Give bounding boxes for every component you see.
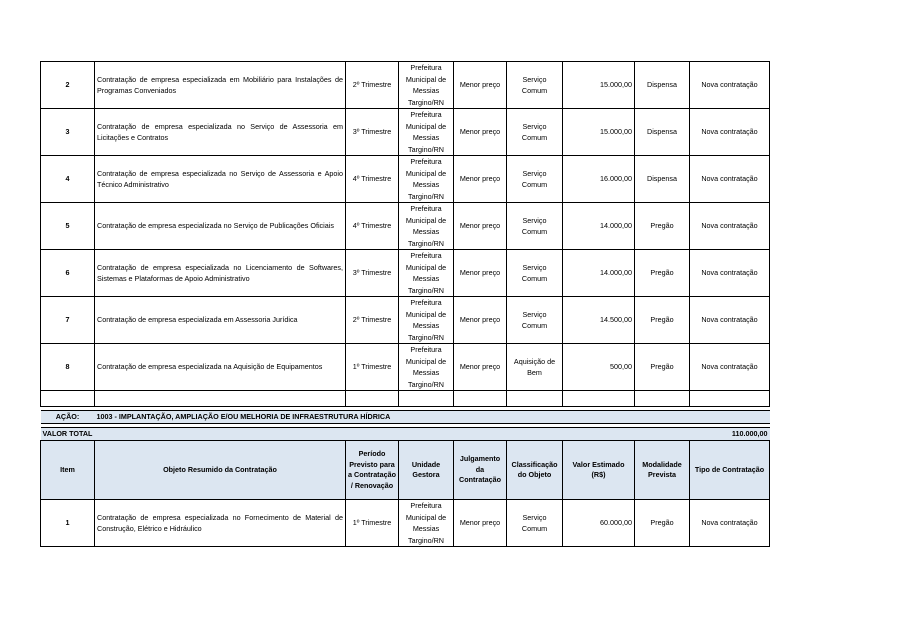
row-tipo: Nova contratação — [690, 62, 770, 109]
table-header-row — [41, 441, 770, 500]
row-tipo: Nova contratação — [690, 203, 770, 250]
valor-total-label: VALOR TOTAL — [41, 428, 507, 441]
row-unidade: Prefeitura Municipal de Messias Targino/RN — [399, 109, 454, 156]
header-objeto: Objeto Resumido da Contratação — [95, 441, 346, 500]
table-row — [41, 156, 770, 203]
row-julgamento: Menor preço — [454, 62, 507, 109]
header-unidade: Unidade Gestora — [399, 441, 454, 500]
row-julgamento: Menor preço — [454, 500, 507, 547]
row-item: 3 — [41, 109, 95, 156]
table-row — [41, 500, 770, 547]
row-julgamento: Menor preço — [454, 250, 507, 297]
row-unidade: Prefeitura Municipal de Messias Targino/RN — [399, 500, 454, 547]
row-periodo: 1º Trimestre — [346, 500, 399, 547]
row-item: 2 — [41, 62, 95, 109]
row-valor: 14.000,00 — [563, 203, 635, 250]
row-modalidade: Pregão — [635, 500, 690, 547]
row-valor: 500,00 — [563, 344, 635, 391]
contract-rows-section-1 — [41, 62, 770, 391]
row-unidade: Prefeitura Municipal de Messias Targino/RN — [399, 203, 454, 250]
empty-row — [41, 391, 770, 407]
row-periodo: 2º Trimestre — [346, 62, 399, 109]
row-periodo: 3º Trimestre — [346, 250, 399, 297]
row-classificacao: Serviço Comum — [507, 62, 563, 109]
table-row — [41, 203, 770, 250]
row-item: 6 — [41, 250, 95, 297]
acao-label: AÇÃO: — [41, 411, 95, 424]
procurement-table — [40, 61, 770, 547]
row-tipo: Nova contratação — [690, 156, 770, 203]
row-objeto: Contratação de empresa especializada no Serviço de Assessoria em Licitações e Contratos — [95, 109, 346, 156]
row-tipo: Nova contratação — [690, 109, 770, 156]
row-classificacao: Serviço Comum — [507, 250, 563, 297]
row-objeto: Contratação de empresa especializada no Serviço de Assessoria e Apoio Técnico Administrativo — [95, 156, 346, 203]
row-julgamento: Menor preço — [454, 344, 507, 391]
row-modalidade: Dispensa — [635, 62, 690, 109]
row-objeto: Contratação de empresa especializada no Serviço de Publicações Oficiais — [95, 203, 346, 250]
row-unidade: Prefeitura Municipal de Messias Targino/RN — [399, 156, 454, 203]
row-unidade: Prefeitura Municipal de Messias Targino/RN — [399, 250, 454, 297]
header-tipo: Tipo de Contratação — [690, 441, 770, 500]
row-unidade: Prefeitura Municipal de Messias Targino/RN — [399, 297, 454, 344]
row-julgamento: Menor preço — [454, 297, 507, 344]
header-periodo: Período Previsto para a Contratação / Renovação — [346, 441, 399, 500]
row-tipo: Nova contratação — [690, 250, 770, 297]
row-modalidade: Dispensa — [635, 156, 690, 203]
row-periodo: 2º Trimestre — [346, 297, 399, 344]
acao-band — [41, 411, 770, 424]
row-valor: 60.000,00 — [563, 500, 635, 547]
row-objeto: Contratação de empresa especializada no Licenciamento de Softwares, Sistemas e Plataformas de Apoio Administrativo — [95, 250, 346, 297]
row-classificacao: Serviço Comum — [507, 156, 563, 203]
row-tipo: Nova contratação — [690, 344, 770, 391]
row-objeto: Contratação de empresa especializada em Mobiliário para Instalações de Programas Conveniados — [95, 62, 346, 109]
contract-rows-section-2 — [41, 500, 770, 547]
header-item: Item — [41, 441, 95, 500]
row-unidade: Prefeitura Municipal de Messias Targino/RN — [399, 344, 454, 391]
row-julgamento: Menor preço — [454, 203, 507, 250]
row-item: 4 — [41, 156, 95, 203]
header-modalidade: Modalidade Prevista — [635, 441, 690, 500]
row-item: 5 — [41, 203, 95, 250]
table-row — [41, 62, 770, 109]
row-periodo: 4º Trimestre — [346, 156, 399, 203]
row-item: 8 — [41, 344, 95, 391]
row-modalidade: Pregão — [635, 297, 690, 344]
row-tipo: Nova contratação — [690, 297, 770, 344]
row-tipo: Nova contratação — [690, 500, 770, 547]
row-unidade: Prefeitura Municipal de Messias Targino/RN — [399, 62, 454, 109]
row-julgamento: Menor preço — [454, 109, 507, 156]
valor-total-value: 110.000,00 — [507, 428, 770, 441]
row-valor: 14.500,00 — [563, 297, 635, 344]
table-row — [41, 250, 770, 297]
row-periodo: 3º Trimestre — [346, 109, 399, 156]
row-modalidade: Pregão — [635, 250, 690, 297]
row-item: 1 — [41, 500, 95, 547]
row-objeto: Contratação de empresa especializada na Aquisição de Equipamentos — [95, 344, 346, 391]
row-modalidade: Pregão — [635, 203, 690, 250]
row-classificacao: Serviço Comum — [507, 109, 563, 156]
row-modalidade: Dispensa — [635, 109, 690, 156]
row-periodo: 1º Trimestre — [346, 344, 399, 391]
row-periodo: 4º Trimestre — [346, 203, 399, 250]
acao-text: 1003 - IMPLANTAÇÃO, AMPLIAÇÃO E/OU MELHORIA DE INFRAESTRUTURA HÍDRICA — [95, 411, 770, 424]
header-valor: Valor Estimado (R$) — [563, 441, 635, 500]
table-row — [41, 297, 770, 344]
row-classificacao: Serviço Comum — [507, 203, 563, 250]
row-classificacao: Aquisição de Bem — [507, 344, 563, 391]
row-modalidade: Pregão — [635, 344, 690, 391]
header-julgamento: Julgamento da Contratação — [454, 441, 507, 500]
row-julgamento: Menor preço — [454, 156, 507, 203]
table-row — [41, 109, 770, 156]
procurement-plan-sheet — [40, 61, 769, 547]
row-valor: 14.000,00 — [563, 250, 635, 297]
row-classificacao: Serviço Comum — [507, 500, 563, 547]
row-objeto: Contratação de empresa especializada em Assessoria Jurídica — [95, 297, 346, 344]
row-valor: 15.000,00 — [563, 109, 635, 156]
row-valor: 15.000,00 — [563, 62, 635, 109]
row-valor: 16.000,00 — [563, 156, 635, 203]
row-classificacao: Serviço Comum — [507, 297, 563, 344]
table-row — [41, 344, 770, 391]
row-objeto: Contratação de empresa especializada no Fornecimento de Material de Construção, Elétrico e Hidráulico — [95, 500, 346, 547]
row-item: 7 — [41, 297, 95, 344]
valor-total-band — [41, 428, 770, 441]
header-classificacao: Classificação do Objeto — [507, 441, 563, 500]
